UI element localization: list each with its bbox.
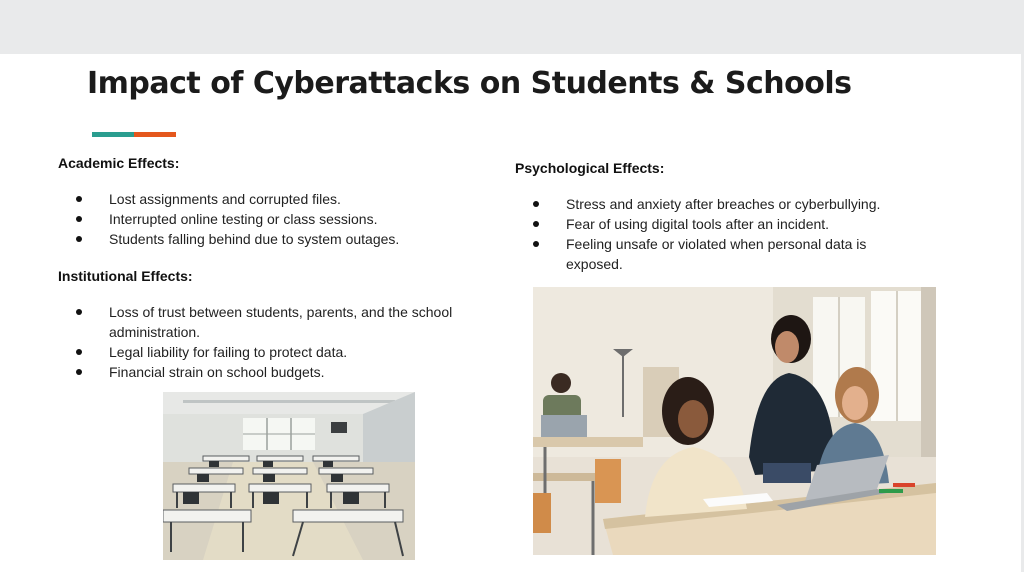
- empty-classroom-photo: [163, 392, 415, 560]
- list-item-text: Feeling unsafe or violated when personal data is exposed.: [566, 236, 867, 272]
- academic-list: [58, 189, 478, 249]
- list-item: [58, 189, 478, 209]
- bullet-icon: [76, 349, 82, 355]
- bullet-icon: [533, 241, 539, 247]
- bullet-icon: [76, 309, 82, 315]
- list-item: [58, 209, 478, 229]
- list-item-text: Financial strain on school budgets.: [109, 364, 325, 380]
- bullet-icon: [533, 221, 539, 227]
- academic-heading: Academic Effects:: [58, 155, 180, 171]
- list-item-text: Legal liability for failing to protect data.: [109, 344, 348, 360]
- list-item: [58, 302, 478, 342]
- psychological-heading: Psychological Effects:: [515, 160, 665, 176]
- list-item-text: Interrupted online testing or class sessions.: [109, 211, 378, 227]
- list-item-text: Stress and anxiety after breaches or cyberbullying.: [566, 196, 881, 212]
- list-item: [515, 194, 895, 214]
- students-laptop-photo: [533, 287, 936, 555]
- list-item: [515, 214, 895, 234]
- institutional-list: [58, 302, 478, 382]
- accent-bar-orange: [134, 132, 176, 137]
- list-item-text: Loss of trust between students, parents, and the school administration.: [109, 304, 453, 340]
- bullet-icon: [76, 236, 82, 242]
- list-item: [515, 234, 895, 274]
- institutional-heading: Institutional Effects:: [58, 268, 193, 284]
- bullet-icon: [76, 369, 82, 375]
- list-item: [58, 229, 478, 249]
- psychological-list: [515, 194, 895, 274]
- list-item-text: Students falling behind due to system outages.: [109, 231, 400, 247]
- bullet-icon: [533, 201, 539, 207]
- list-item-text: Fear of using digital tools after an incident.: [566, 216, 830, 232]
- slide-title: Impact of Cyberattacks on Students & Schools: [87, 66, 852, 101]
- bullet-icon: [76, 196, 82, 202]
- bullet-icon: [76, 216, 82, 222]
- accent-bar-teal: [92, 132, 134, 137]
- list-item: [58, 342, 478, 362]
- list-item-text: Lost assignments and corrupted files.: [109, 191, 341, 207]
- list-item: [58, 362, 478, 382]
- top-bar: [0, 0, 1024, 54]
